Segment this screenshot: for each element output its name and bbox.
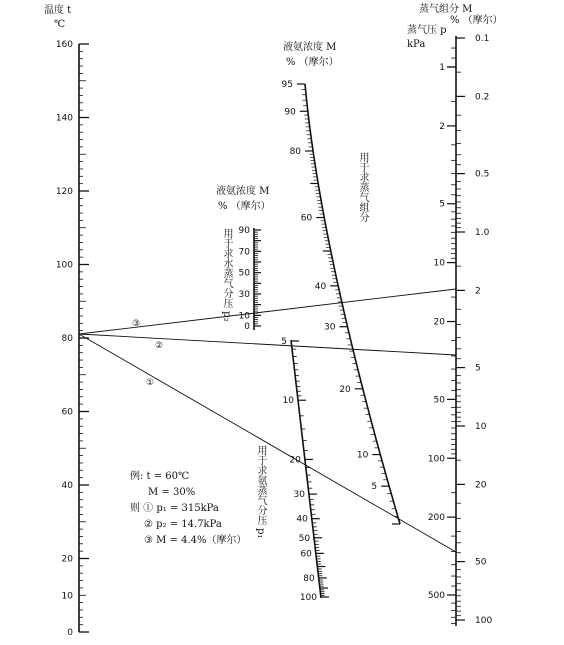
marker-1: ①	[146, 378, 155, 388]
vapor-pressure-tick-label: 2	[439, 121, 445, 132]
liquid-conc-curve-tick-label: 5	[371, 482, 378, 493]
example-line-5: ③ M = 4.4%（摩尔）	[144, 535, 247, 546]
temperature-title: 温度 t	[44, 5, 72, 16]
ammonia-pressure-tick-label: 40	[296, 514, 308, 525]
vapor-composition-tick-label: 2	[475, 286, 481, 297]
ammonia-pressure-tick-label: 60	[300, 549, 312, 560]
line-water-pressure	[79, 334, 456, 355]
temperature-tick-label: 20	[61, 554, 73, 565]
ammonia-pressure-tick-label: 30	[293, 490, 305, 501]
ammonia-pressure-tick-label: 100	[299, 593, 317, 603]
vapor-pressure-tick-label: 1	[439, 63, 445, 73]
ammonia-pressure-axis	[281, 337, 329, 603]
temperature-tick-label: 100	[55, 260, 73, 271]
vapor-composition-tick-label: 1.0	[475, 228, 490, 238]
temperature-unit: ℃	[54, 19, 66, 30]
vapor-composition-tick-label: 50	[475, 557, 487, 568]
temperature-tick-label: 140	[55, 113, 73, 124]
temperature-tick-label: 10	[61, 591, 73, 602]
liquid-conc-curve-tick-label: 60	[300, 213, 313, 224]
temperature-tick-label: 120	[55, 187, 73, 197]
temperature-tick-label: 40	[61, 481, 73, 491]
ammonia-pressure-tick-label: 20	[289, 455, 301, 466]
line-ammonia-pressure	[79, 334, 456, 552]
example-line-2: M = 30%	[148, 487, 196, 498]
vapor-composition-tick-label: 5	[475, 363, 481, 374]
liquid-conc-small-tick-label: 30	[238, 290, 250, 300]
ammonia-pressure-tick-label: 10	[282, 396, 294, 407]
temperature-tick-label: 60	[61, 407, 73, 418]
temperature-axis	[56, 40, 89, 638]
vapor-pressure-tick-label: 50	[433, 395, 445, 406]
liquid-conc-small-tick-label: 10	[238, 311, 250, 322]
vapor-composition-unit: % （摩尔）	[450, 15, 503, 26]
vapor-composition-tick-label: 0.5	[475, 169, 490, 180]
ammonia-pressure-tick-label: 5	[281, 337, 287, 347]
marker-3: ③	[132, 319, 141, 329]
liquid-conc-curve-tick-label: 20	[339, 384, 351, 395]
vapor-composition-tick-label: 100	[475, 616, 493, 626]
ammonia-pressure-side-label: 用于求氨蒸气分压 p₁	[255, 445, 266, 539]
example-line-4: ② p₂ = 14.7kPa	[144, 519, 222, 530]
liquid-conc-small-unit: % （摩尔）	[218, 201, 271, 212]
vapor-pressure-tick-label: 10	[433, 258, 445, 269]
vapor-pressure-tick-label: 500	[427, 591, 445, 601]
liquid-conc-small-axis	[239, 226, 261, 332]
liquid-conc-curve-title: 液氨浓度 M	[283, 42, 337, 53]
liquid-conc-curve-tick-label: 80	[289, 146, 302, 157]
vapor-axis	[428, 34, 493, 626]
vapor-pressure-tick-label: 20	[433, 317, 445, 328]
liquid-conc-curve-unit: % （摩尔）	[286, 57, 339, 68]
liquid-conc-curve-tick-label: 95	[281, 80, 293, 90]
marker-2: ②	[155, 341, 164, 351]
vapor-pressure-tick-label: 5	[439, 199, 445, 210]
liquid-conc-small-side-label: 用于求水蒸气分压 p₂	[221, 228, 232, 322]
liquid-conc-curve-tick-label: 40	[314, 281, 327, 292]
liquid-conc-small-tick-label: 50	[238, 268, 250, 279]
vapor-composition-tick-label: 0.1	[475, 34, 490, 44]
vapor-composition-tick-label: 0.2	[475, 92, 490, 103]
vapor-pressure-tick-label: 200	[427, 513, 445, 524]
vapor-pressure-title: 蒸气压 p	[407, 25, 447, 36]
liquid-conc-curve-tick-label: 90	[284, 107, 296, 118]
temperature-tick-label: 80	[61, 334, 73, 344]
vapor-pressure-tick-label: 100	[427, 454, 445, 465]
temperature-tick-label: 0	[67, 628, 73, 638]
vapor-composition-title: 蒸气组分 M	[419, 4, 473, 15]
liquid-conc-curve-side-label: 用于求蒸气组分	[357, 152, 368, 222]
line-markers	[132, 319, 163, 388]
liquid-conc-curve-tick-label: 30	[324, 322, 336, 333]
ammonia-pressure-tick-label: 80	[303, 573, 315, 584]
liquid-conc-small-tick-label: 0	[244, 322, 250, 332]
example-line-3: 则 ① p₁ = 315kPa	[130, 503, 219, 514]
liquid-conc-small-tick-label: 70	[238, 247, 250, 258]
liquid-conc-small-tick-label: 90	[238, 226, 250, 236]
vapor-composition-tick-label: 20	[475, 480, 487, 491]
liquid-conc-small-title: 液氨浓度 M	[216, 186, 270, 197]
liquid-conc-curve-tick-label: 10	[356, 450, 369, 461]
vapor-composition-tick-label: 10	[475, 422, 487, 432]
example-line-1: 例: t = 60℃	[130, 471, 190, 482]
temperature-tick-label: 160	[55, 40, 73, 50]
vapor-pressure-unit: kPa	[407, 39, 426, 50]
ammonia-pressure-tick-label: 50	[298, 533, 311, 544]
